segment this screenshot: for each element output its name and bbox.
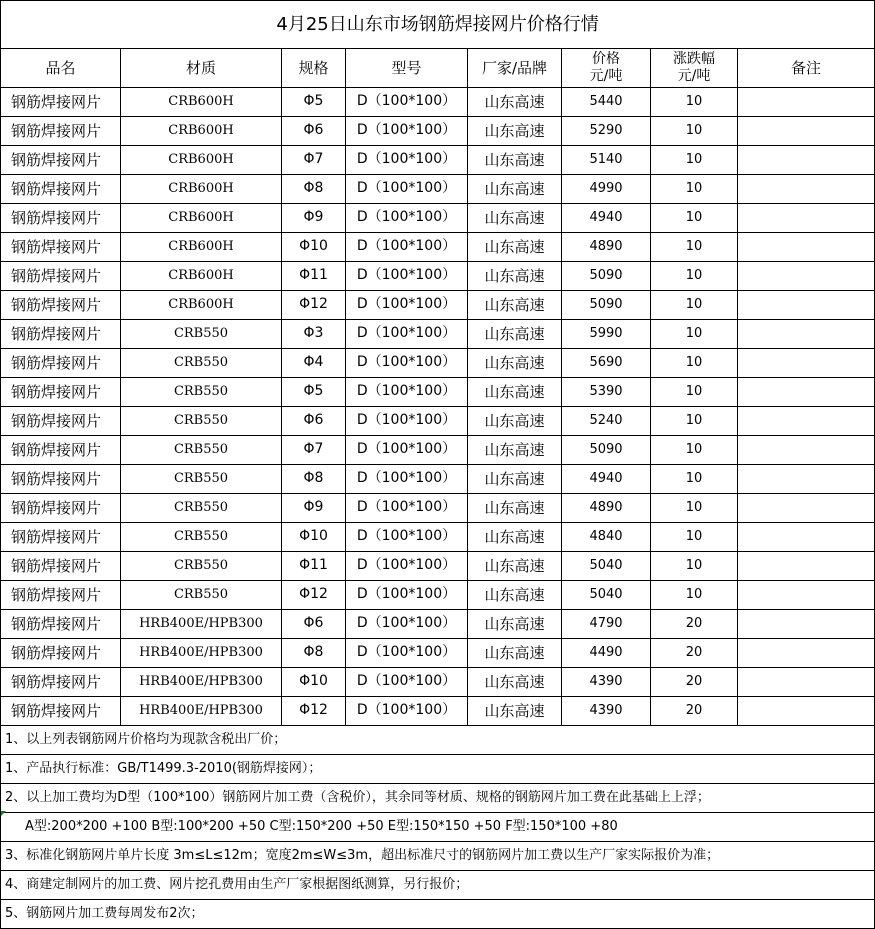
cell-remark[interactable] xyxy=(738,436,875,465)
table-row xyxy=(1,523,875,552)
cell-change[interactable]: 10 xyxy=(651,88,738,117)
cell-maker[interactable]: 山东高速 xyxy=(468,262,562,291)
note-row xyxy=(1,755,875,784)
cell-remark[interactable] xyxy=(738,146,875,175)
cell-price[interactable]: 4940 xyxy=(562,465,651,494)
cell-material[interactable]: CRB550 xyxy=(121,581,282,610)
cell-change[interactable]: 10 xyxy=(651,378,738,407)
cell-spec[interactable]: Φ10 xyxy=(282,233,346,262)
cell-change[interactable]: 20 xyxy=(651,610,738,639)
cell-change[interactable]: 20 xyxy=(651,668,738,697)
cell-maker[interactable]: 山东高速 xyxy=(468,523,562,552)
cell-name[interactable]: 钢筋焊接网片 xyxy=(1,378,121,407)
cell-spec[interactable]: Φ8 xyxy=(282,465,346,494)
cell-spec[interactable]: Φ6 xyxy=(282,117,346,146)
table-row xyxy=(1,494,875,523)
cell-price[interactable]: 5390 xyxy=(562,378,651,407)
cell-change[interactable]: 10 xyxy=(651,262,738,291)
cell-material[interactable]: HRB400E/HPB300 xyxy=(121,697,282,726)
cell-change[interactable]: 10 xyxy=(651,233,738,262)
cell-model[interactable]: D（100*100） xyxy=(346,291,468,320)
cell-model[interactable]: D（100*100） xyxy=(346,378,468,407)
cell-material[interactable]: CRB600H xyxy=(121,291,282,320)
cell-spec[interactable]: Φ5 xyxy=(282,88,346,117)
cell-model[interactable]: D（100*100） xyxy=(346,117,468,146)
cell-spec[interactable]: Φ9 xyxy=(282,494,346,523)
cell-material[interactable]: CRB600H xyxy=(121,262,282,291)
cell-price[interactable]: 5690 xyxy=(562,349,651,378)
note-row xyxy=(1,842,875,871)
table-row xyxy=(1,204,875,233)
note-text[interactable]: 1、产品执行标准：GB/T1499.3-2010(钢筋焊接网）； xyxy=(1,755,875,784)
cell-remark[interactable] xyxy=(738,697,875,726)
table-row xyxy=(1,117,875,146)
cell-maker[interactable]: 山东高速 xyxy=(468,639,562,668)
cell-model[interactable]: D（100*100） xyxy=(346,407,468,436)
cell-model[interactable]: D（100*100） xyxy=(346,262,468,291)
cell-change[interactable]: 10 xyxy=(651,146,738,175)
cell-spec[interactable]: Φ12 xyxy=(282,581,346,610)
note-text[interactable]: A型:200*200 +100 B型:100*200 +50 C型:150*200 +50 E型:150*150 +50 F型:150*100 +80 xyxy=(1,813,875,842)
cell-model[interactable]: D（100*100） xyxy=(346,668,468,697)
cell-remark[interactable] xyxy=(738,175,875,204)
cell-maker[interactable]: 山东高速 xyxy=(468,581,562,610)
cell-spec[interactable]: Φ5 xyxy=(282,378,346,407)
table-row xyxy=(1,581,875,610)
cell-model[interactable]: D（100*100） xyxy=(346,233,468,262)
cell-spec[interactable]: Φ4 xyxy=(282,349,346,378)
cell-remark[interactable] xyxy=(738,610,875,639)
cell-remark[interactable] xyxy=(738,465,875,494)
cell-remark[interactable] xyxy=(738,378,875,407)
cell-material[interactable]: CRB550 xyxy=(121,552,282,581)
table-row xyxy=(1,610,875,639)
cell-model[interactable]: D（100*100） xyxy=(346,552,468,581)
cell-model[interactable]: D（100*100） xyxy=(346,436,468,465)
header-maker[interactable]: 厂家/品牌 xyxy=(468,49,562,88)
cell-price[interactable]: 4990 xyxy=(562,175,651,204)
cell-maker[interactable]: 山东高速 xyxy=(468,465,562,494)
table-row xyxy=(1,552,875,581)
table-row xyxy=(1,88,875,117)
table-row xyxy=(1,146,875,175)
cell-spec[interactable]: Φ6 xyxy=(282,407,346,436)
cell-name[interactable]: 钢筋焊接网片 xyxy=(1,117,121,146)
cell-maker[interactable]: 山东高速 xyxy=(468,175,562,204)
header-remark[interactable]: 备注 xyxy=(738,49,875,88)
cell-change[interactable]: 10 xyxy=(651,349,738,378)
table-title[interactable]: 4月25日山东市场钢筋焊接网片价格行情 xyxy=(1,1,875,49)
note-row xyxy=(1,900,875,929)
table-row xyxy=(1,291,875,320)
cell-maker[interactable]: 山东高速 xyxy=(468,204,562,233)
cell-change[interactable]: 10 xyxy=(651,581,738,610)
table-row xyxy=(1,668,875,697)
cell-name[interactable]: 钢筋焊接网片 xyxy=(1,552,121,581)
note-row xyxy=(1,726,875,755)
cell-comment-marker xyxy=(1,811,6,816)
cell-remark[interactable] xyxy=(738,581,875,610)
cell-price[interactable]: 5090 xyxy=(562,436,651,465)
cell-material[interactable]: CRB550 xyxy=(121,349,282,378)
header-spec[interactable]: 规格 xyxy=(282,49,346,88)
cell-material[interactable]: CRB550 xyxy=(121,407,282,436)
cell-change[interactable]: 10 xyxy=(651,436,738,465)
cell-material[interactable]: CRB600H xyxy=(121,88,282,117)
note-text[interactable]: 3、标准化钢筋网片单片长度 3m≤L≤12m；宽度2m≤W≤3m，超出标准尺寸的钢筋网片加工费以生产厂家实际报价为准； xyxy=(1,842,875,871)
cell-name[interactable]: 钢筋焊接网片 xyxy=(1,581,121,610)
cell-price[interactable]: 4940 xyxy=(562,204,651,233)
cell-material[interactable]: CRB550 xyxy=(121,465,282,494)
table-row xyxy=(1,233,875,262)
cell-change[interactable]: 10 xyxy=(651,407,738,436)
note-text[interactable]: 5、钢筋网片加工费每周发布2次； xyxy=(1,900,875,929)
table-row xyxy=(1,349,875,378)
cell-model[interactable]: D（100*100） xyxy=(346,465,468,494)
cell-model[interactable]: D（100*100） xyxy=(346,146,468,175)
cell-change[interactable]: 10 xyxy=(651,320,738,349)
table-row xyxy=(1,320,875,349)
cell-price[interactable]: 5140 xyxy=(562,146,651,175)
header-name[interactable]: 品名 xyxy=(1,49,121,88)
cell-model[interactable]: D（100*100） xyxy=(346,349,468,378)
cell-name[interactable]: 钢筋焊接网片 xyxy=(1,204,121,233)
header-change-line2: 元/吨 xyxy=(677,68,711,84)
note-row xyxy=(1,813,875,842)
table-row xyxy=(1,697,875,726)
cell-maker[interactable]: 山东高速 xyxy=(468,436,562,465)
cell-price[interactable]: 4390 xyxy=(562,697,651,726)
cell-name[interactable]: 钢筋焊接网片 xyxy=(1,494,121,523)
cell-model[interactable]: D（100*100） xyxy=(346,320,468,349)
cell-maker[interactable]: 山东高速 xyxy=(468,610,562,639)
cell-remark[interactable] xyxy=(738,407,875,436)
note-text[interactable]: 2、以上加工费均为D型（100*100）钢筋网片加工费（含税价），其余同等材质、规格的钢筋网片加工费在此基础上上浮； xyxy=(1,784,875,813)
table-row xyxy=(1,378,875,407)
cell-remark[interactable] xyxy=(738,262,875,291)
cell-price[interactable]: 4890 xyxy=(562,494,651,523)
cell-price[interactable]: 4390 xyxy=(562,668,651,697)
cell-name[interactable]: 钢筋焊接网片 xyxy=(1,175,121,204)
cell-maker[interactable]: 山东高速 xyxy=(468,668,562,697)
cell-maker[interactable]: 山东高速 xyxy=(468,349,562,378)
cell-material[interactable]: CRB600H xyxy=(121,117,282,146)
cell-maker[interactable]: 山东高速 xyxy=(468,494,562,523)
cell-spec[interactable]: Φ3 xyxy=(282,320,346,349)
cell-spec[interactable]: Φ8 xyxy=(282,639,346,668)
cell-model[interactable]: D（100*100） xyxy=(346,204,468,233)
cell-remark[interactable] xyxy=(738,291,875,320)
cell-spec[interactable]: Φ11 xyxy=(282,552,346,581)
cell-model[interactable]: D（100*100） xyxy=(346,88,468,117)
cell-price[interactable]: 4490 xyxy=(562,639,651,668)
cell-spec[interactable]: Φ6 xyxy=(282,610,346,639)
cell-price[interactable]: 4890 xyxy=(562,233,651,262)
cell-material[interactable]: CRB550 xyxy=(121,436,282,465)
cell-remark[interactable] xyxy=(738,523,875,552)
cell-price[interactable]: 5440 xyxy=(562,88,651,117)
cell-remark[interactable] xyxy=(738,349,875,378)
cell-change[interactable]: 10 xyxy=(651,523,738,552)
cell-name[interactable]: 钢筋焊接网片 xyxy=(1,436,121,465)
cell-change[interactable]: 10 xyxy=(651,494,738,523)
cell-maker[interactable]: 山东高速 xyxy=(468,291,562,320)
cell-spec[interactable]: Φ7 xyxy=(282,146,346,175)
cell-spec[interactable]: Φ10 xyxy=(282,668,346,697)
note-row xyxy=(1,871,875,900)
cell-remark[interactable] xyxy=(738,552,875,581)
cell-material[interactable]: CRB550 xyxy=(121,494,282,523)
cell-material[interactable]: CRB600H xyxy=(121,146,282,175)
cell-name[interactable]: 钢筋焊接网片 xyxy=(1,88,121,117)
cell-name[interactable]: 钢筋焊接网片 xyxy=(1,291,121,320)
cell-maker[interactable]: 山东高速 xyxy=(468,146,562,175)
cell-change[interactable]: 10 xyxy=(651,465,738,494)
header-price-line1: 价格 xyxy=(592,51,620,67)
cell-maker[interactable]: 山东高速 xyxy=(468,320,562,349)
header-change-line1: 涨跌幅 xyxy=(673,51,715,67)
cell-name[interactable]: 钢筋焊接网片 xyxy=(1,349,121,378)
cell-name[interactable]: 钢筋焊接网片 xyxy=(1,465,121,494)
cell-name[interactable]: 钢筋焊接网片 xyxy=(1,668,121,697)
cell-change[interactable]: 10 xyxy=(651,175,738,204)
cell-change[interactable]: 20 xyxy=(651,697,738,726)
cell-spec[interactable]: Φ7 xyxy=(282,436,346,465)
note-row xyxy=(1,784,875,813)
cell-spec[interactable]: Φ9 xyxy=(282,204,346,233)
cell-remark[interactable] xyxy=(738,233,875,262)
cell-price[interactable]: 5290 xyxy=(562,117,651,146)
cell-name[interactable]: 钢筋焊接网片 xyxy=(1,407,121,436)
cell-name[interactable]: 钢筋焊接网片 xyxy=(1,639,121,668)
cell-remark[interactable] xyxy=(738,668,875,697)
cell-material[interactable]: CRB600H xyxy=(121,175,282,204)
cell-model[interactable]: D（100*100） xyxy=(346,494,468,523)
cell-name[interactable]: 钢筋焊接网片 xyxy=(1,233,121,262)
cell-material[interactable]: HRB400E/HPB300 xyxy=(121,639,282,668)
cell-price[interactable]: 5240 xyxy=(562,407,651,436)
cell-model[interactable]: D（100*100） xyxy=(346,175,468,204)
cell-maker[interactable]: 山东高速 xyxy=(468,697,562,726)
cell-change[interactable]: 10 xyxy=(651,117,738,146)
cell-name[interactable]: 钢筋焊接网片 xyxy=(1,523,121,552)
cell-material[interactable]: CRB600H xyxy=(121,204,282,233)
cell-price[interactable]: 4790 xyxy=(562,610,651,639)
cell-remark[interactable] xyxy=(738,494,875,523)
cell-maker[interactable]: 山东高速 xyxy=(468,117,562,146)
cell-spec[interactable]: Φ11 xyxy=(282,262,346,291)
cell-spec[interactable]: Φ10 xyxy=(282,523,346,552)
cell-name[interactable]: 钢筋焊接网片 xyxy=(1,697,121,726)
header-model[interactable]: 型号 xyxy=(346,49,468,88)
cell-model[interactable]: D（100*100） xyxy=(346,697,468,726)
header-price-line2: 元/吨 xyxy=(589,68,623,84)
cell-remark[interactable] xyxy=(738,639,875,668)
cell-name[interactable]: 钢筋焊接网片 xyxy=(1,610,121,639)
cell-material[interactable]: HRB400E/HPB300 xyxy=(121,668,282,697)
cell-model[interactable]: D（100*100） xyxy=(346,610,468,639)
cell-change[interactable]: 10 xyxy=(651,291,738,320)
cell-price[interactable]: 5090 xyxy=(562,291,651,320)
header-price[interactable] xyxy=(562,49,651,88)
header-material[interactable]: 材质 xyxy=(121,49,282,88)
cell-remark[interactable] xyxy=(738,117,875,146)
table-row xyxy=(1,262,875,291)
note-text[interactable]: 1、以上列表钢筋网片价格均为现款含税出厂价； xyxy=(1,726,875,755)
cell-price[interactable]: 5090 xyxy=(562,262,651,291)
cell-change[interactable]: 10 xyxy=(651,552,738,581)
cell-material[interactable]: CRB550 xyxy=(121,523,282,552)
table-row xyxy=(1,639,875,668)
cell-model[interactable]: D（100*100） xyxy=(346,523,468,552)
table-row xyxy=(1,407,875,436)
cell-name[interactable]: 钢筋焊接网片 xyxy=(1,262,121,291)
cell-material[interactable]: CRB600H xyxy=(121,233,282,262)
note-text[interactable]: 4、商建定制网片的加工费、网片挖孔费用由生产厂家根据图纸测算，另行报价； xyxy=(1,871,875,900)
cell-remark[interactable] xyxy=(738,204,875,233)
table-row xyxy=(1,436,875,465)
cell-remark[interactable] xyxy=(738,88,875,117)
cell-name[interactable]: 钢筋焊接网片 xyxy=(1,320,121,349)
cell-model[interactable]: D（100*100） xyxy=(346,581,468,610)
cell-model[interactable]: D（100*100） xyxy=(346,639,468,668)
cell-spec[interactable]: Φ12 xyxy=(282,697,346,726)
cell-remark[interactable] xyxy=(738,320,875,349)
cell-price[interactable]: 4840 xyxy=(562,523,651,552)
header-change[interactable] xyxy=(651,49,738,88)
cell-spec[interactable]: Φ8 xyxy=(282,175,346,204)
cell-maker[interactable]: 山东高速 xyxy=(468,233,562,262)
cell-change[interactable]: 20 xyxy=(651,639,738,668)
cell-material[interactable]: CRB550 xyxy=(121,378,282,407)
cell-material[interactable]: CRB550 xyxy=(121,320,282,349)
cell-spec[interactable]: Φ12 xyxy=(282,291,346,320)
cell-maker[interactable]: 山东高速 xyxy=(468,378,562,407)
cell-price[interactable]: 5040 xyxy=(562,581,651,610)
cell-maker[interactable]: 山东高速 xyxy=(468,88,562,117)
cell-maker[interactable]: 山东高速 xyxy=(468,552,562,581)
table-row xyxy=(1,175,875,204)
header-row xyxy=(1,49,875,88)
cell-price[interactable]: 5990 xyxy=(562,320,651,349)
cell-maker[interactable]: 山东高速 xyxy=(468,407,562,436)
cell-material[interactable]: HRB400E/HPB300 xyxy=(121,610,282,639)
cell-change[interactable]: 10 xyxy=(651,204,738,233)
table-row xyxy=(1,465,875,494)
cell-name[interactable]: 钢筋焊接网片 xyxy=(1,146,121,175)
cell-price[interactable]: 5040 xyxy=(562,552,651,581)
